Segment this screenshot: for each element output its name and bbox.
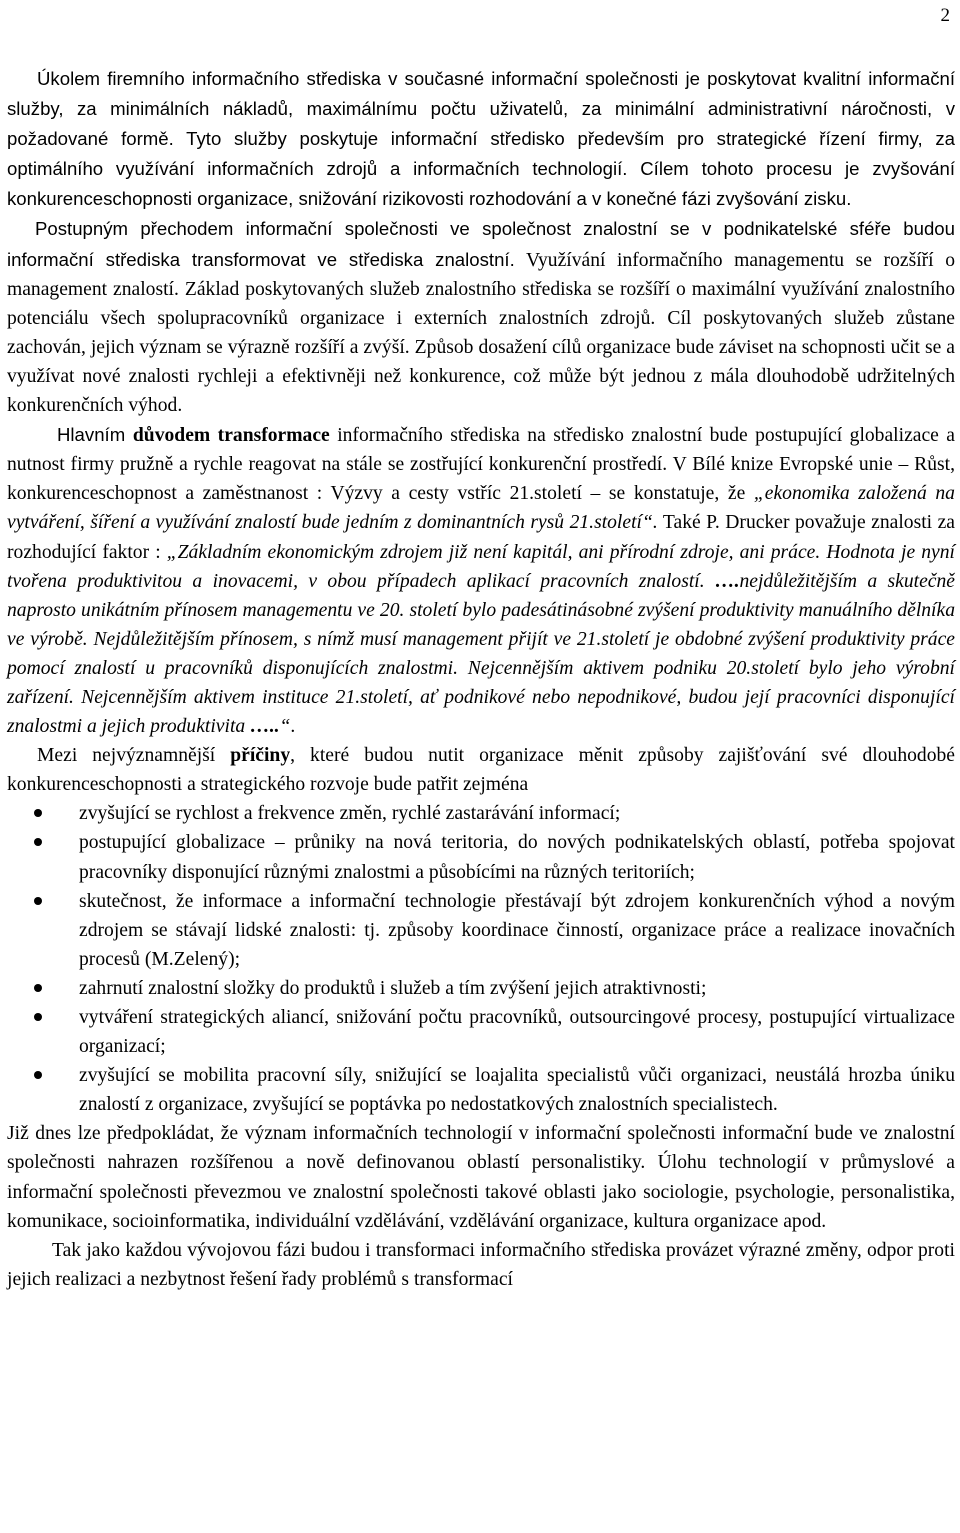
paragraph-2-part-a: Postupným přechodem informační společnosti ve společnost znalostní se v podnikatelské sféře budou informační střediska transformovat ve střediska znalostní. (7, 218, 955, 270)
paragraph-1-part-a: Úkolem firemního informačního střediska v současné informační společnosti je poskytovat kvalitní informační služby, za minimálních nákladů, maximálnímu počtu uživatelů, za minimální administrativní náročnosti, v požadované formě. (7, 68, 955, 150)
paragraph-3-quote-drucker-2: nejdůležitějším a skutečně naprosto unikátním přínosem managementu ve 20. století bylo padesátinásobné zvýšení produktivity manuálního dělníka ve výrobě. Nejdůležitějším přínosem, s nímž musí management přijít ve 21.století je obdobné zvýšení produktivity práce pomocí znalostí u pracovníků disponujících znalostmi. Nejcennějším aktivem podniku 20.století bylo jeho výrobní zařízení. Nejcennějším aktivem instituce 21.století, ať podnikové nebo nepodnikové, budou její pracovníci disponující znalostmi a jejich produktivita (7, 570, 955, 738)
paragraph-5: Již dnes lze předpokládat, že význam informačních technologií v informační společnosti informační bude ve znalostní společnosti nahrazen rozšířenou a nově definovanou oblastí personalistiky. Úlohu technologií v průmyslové a informační společnosti převezmou ve znalostní společnosti takové oblasti jako sociologie, psychologie, personalistika, komunikace, socioinformatika, individuální vzdělávání, vzdělávání organizace, kultura organizace apod. (7, 1123, 955, 1232)
paragraph-3-quote-white-paper: „ekonomika založená na vytváření, šíření a využívání znalostí bude jedním z dominantních rysů 21.století“. (7, 483, 955, 534)
paragraph-2-part-b: Využívání informačního managementu se rozšíří o management znalostí. (7, 249, 955, 300)
paragraph-4-bold-priciny: příčiny (230, 745, 291, 767)
paragraph-3-text-4: Také P. Drucker považuje znalosti za rozhodující faktor : (7, 512, 955, 563)
paragraph-1 (7, 64, 955, 214)
document-body (7, 64, 955, 1294)
paragraph-3-bold-duvodem: důvodem (132, 425, 211, 447)
causes-list (7, 799, 955, 1119)
paragraph-3-text-2 (210, 425, 217, 446)
list-item: skutečnost, že informace a informační technologie přestávají být zdrojem konkurenčních výhod a novým zdrojem se stávají lidské znalosti: tj. způsoby koordinace činností, organizace práce a realizace inovačních procesů (M.Zelený); (79, 887, 955, 974)
list-item: zvyšující se mobilita pracovní síly, snižující se loajalita specialistů vůči organizaci, neustálá hrozba úniku znalostí z organizace, zvyšující se poptávka po nedostatkových znalostních specialistech. (79, 1061, 955, 1119)
paragraph-1-part-b: Tyto služby poskytuje informační středisko především pro strategické řízení firmy, za optimálního využívání informačních zdrojů a informačních technologií. Cílem tohoto procesu je zvyšování konkurenceschopnosti organizace, snižování rizikovosti rozhodování a v konečné fázi zvyšování zisku. (7, 128, 955, 210)
paragraph-3-text-1: Hlavním (57, 424, 133, 446)
paragraph-3-text-5: . (290, 716, 296, 738)
paragraph-4-text-2: , které budou nutit organizace měnit způsoby zajišťování své dlouhodobé konkurenceschopnosti a strategického rozvoje bude patřit zejména (7, 745, 955, 796)
paragraph-3-bold-transformace: transformace (217, 425, 330, 447)
paragraph-3-quote-end: “ (279, 716, 291, 738)
paragraph-4-text-1: Mezi nejvýznamnější (37, 745, 231, 767)
list-item: zahrnutí znalostní složky do produktů i služeb a tím zvýšení jejich atraktivnosti; (79, 974, 955, 1003)
paragraph-3-quote-drucker-1: „Základním ekonomickým zdrojem již není kapitál, ani přírodní zdroje, ani práce. Hodnota je nyní tvořena produktivitou a inovacemi, v obou případech aplikací pracovních znalostí. (7, 541, 955, 592)
paragraph-6: Tak jako každou vývojovou fázi budou i transformaci informačního střediska provázet výrazné změny, odpor proti jejich realizaci a nezbytnost řešení řady problémů s transformací (7, 1239, 955, 1290)
paragraph-3-text-3: informačního střediska na středisko znalostní bude postupující globalizace a nutnost firmy pružně a rychle reagovat na stále se zostřující konkurenční prostředí. V Bílé knize Evropské unie – Růst, konkurenceschopnost a zaměstnanost : Výzvy a cesty vstříc 21.století – se konstatuje, že (7, 425, 955, 505)
list-item: vytváření strategických aliancí, snižování počtu pracovníků, outsourcingové procesy, postupující virtualizace organizací; (79, 1003, 955, 1061)
paragraph-4 (7, 741, 955, 799)
page-number: 2 (940, 5, 950, 26)
paragraph-2 (7, 214, 955, 420)
list-item: postupující globalizace – průniky na nová teritoria, do nových podnikatelských oblastí, potřeba spojovat pracovníky disponující různými znalostmi a působícími na různých teritoriích; (79, 828, 955, 886)
paragraph-2-part-c: Základ poskytovaných služeb znalostního střediska se rozšíří o maximální využívání znalostního potenciálu všech spolupracovníků organizace i externích znalostních zdrojů. Cíl poskytovaných služeb zůstane zachován, jejich význam se výrazně rozšíří a zvýší. Způsob dosažení cílů organizace bude záviset na schopnosti učit se a využívat nové znalosti rychleji a efektivněji než konkurence, což může být jednou z mála dlouhodobě udržitelných konkurenčních výhod. (7, 278, 956, 417)
list-item: zvyšující se rychlost a frekvence změn, rychlé zastarávání informací; (79, 799, 955, 828)
paragraph-3-ellipsis-2: ….. (250, 716, 280, 738)
paragraph-3-ellipsis-1: …. (714, 570, 740, 592)
paragraph-3 (7, 420, 955, 741)
